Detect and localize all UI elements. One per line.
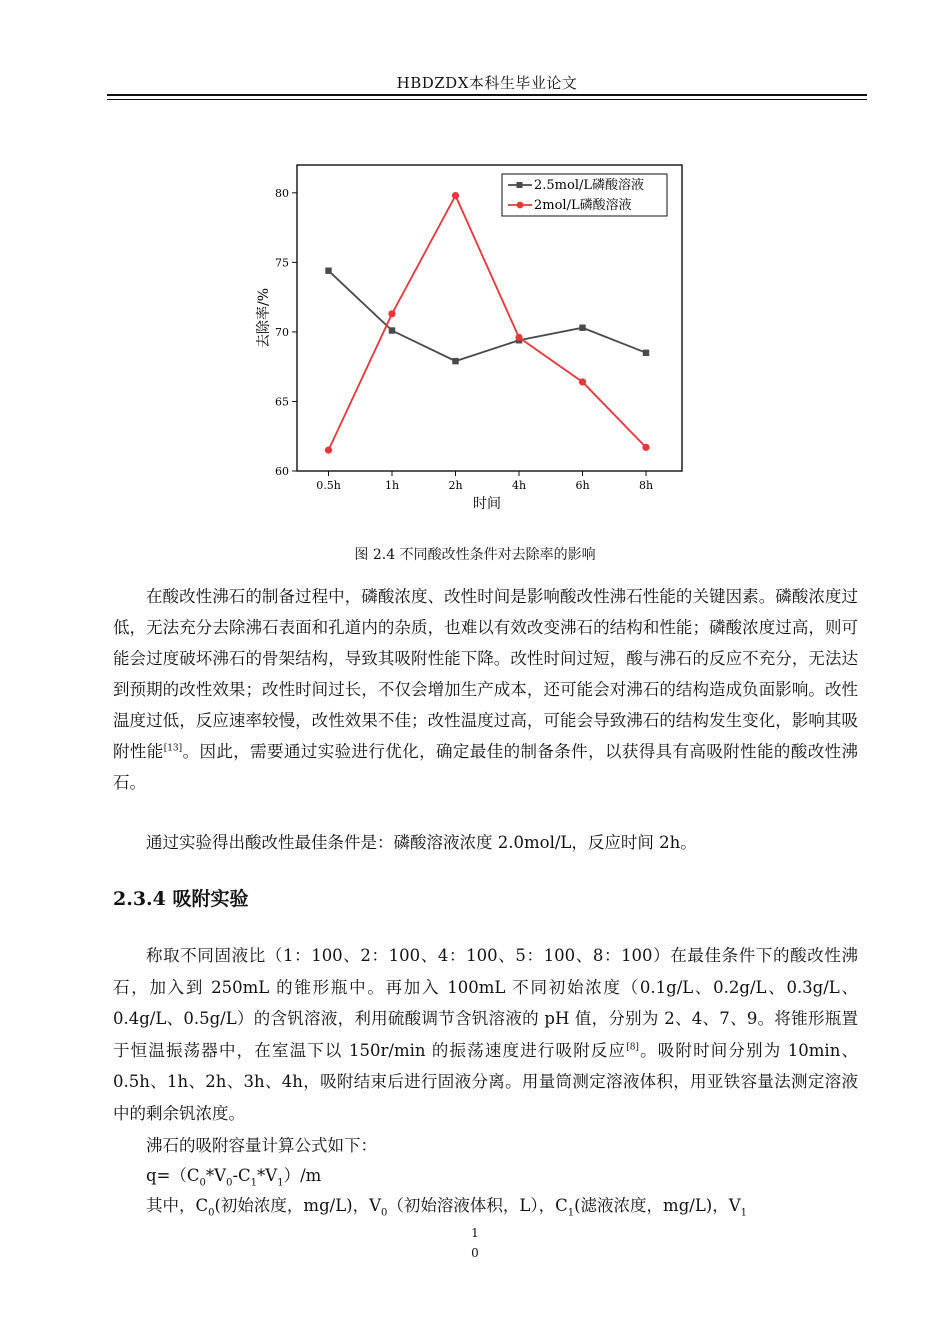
legend-label-series-2: 2mol/L磷酸溶液	[534, 198, 632, 213]
y-tick-label: 75	[275, 256, 289, 270]
x-axis-ticks	[316, 471, 653, 492]
x-tick-label: 2h	[448, 479, 463, 492]
y-tick-label: 65	[275, 395, 289, 409]
removal-rate-chart	[240, 150, 710, 520]
formula-explanation	[113, 1192, 858, 1219]
data-point-series-2	[579, 378, 586, 385]
explain-part: (滤液浓度，mg/L)，V	[574, 1196, 741, 1215]
data-point-series-2	[388, 310, 395, 317]
legend	[502, 174, 667, 216]
y-axis-label: 去除率/%	[256, 287, 272, 349]
figure-caption: 图 2.4 不同酸改性条件对去除率的影响	[354, 547, 596, 563]
formula-subscript: 1	[277, 1177, 284, 1189]
data-point-series-2	[642, 444, 649, 451]
paragraph-acid-modification	[113, 581, 858, 798]
adsorption-formula	[113, 1162, 858, 1189]
x-tick-label: 4h	[511, 479, 527, 492]
formula-part: *V	[205, 1166, 227, 1185]
y-axis-ticks	[275, 187, 297, 478]
page-header: HBDZDX本科生毕业论文	[396, 74, 578, 92]
paragraph-optimal-conditions: 通过实验得出酸改性最佳条件是：磷酸溶液浓度 2.0mol/L，反应时间 2h。	[146, 833, 697, 852]
data-point-series-1	[643, 350, 649, 356]
explain-subscript: 1	[567, 1207, 575, 1219]
formula-subscript: 0	[199, 1177, 206, 1189]
y-tick-label: 80	[275, 186, 289, 200]
formula-intro: 沸石的吸附容量计算公式如下：	[146, 1136, 377, 1155]
formula-subscript: 1	[250, 1177, 258, 1189]
data-point-series-1	[452, 358, 458, 364]
formula-part: q=（C	[146, 1166, 200, 1185]
formula-subscript: 0	[226, 1177, 233, 1189]
x-tick-label: 1h	[384, 479, 400, 492]
data-point-series-1	[325, 268, 331, 274]
citation-8: [8]	[626, 1042, 639, 1052]
x-tick-label: 0.5h	[316, 479, 341, 492]
series-layer	[325, 192, 650, 454]
paragraph-text: 。吸附时间分别为 10min、0.5h、1h、2h、3h、4h，吸附结束后进行固液分离。用量筒测定溶液体积，用亚铁容量法测定溶液中的剩余钒浓度。	[113, 1040, 859, 1123]
paragraph-adsorption-experiment	[113, 940, 858, 1129]
y-tick-label: 60	[275, 465, 289, 478]
legend-label-series-1: 2.5mol/L磷酸溶液	[534, 178, 644, 193]
y-tick-label: 70	[275, 325, 289, 339]
series-line-2	[329, 196, 647, 451]
paragraph-text: 称取不同固液比（1：100、2：100、4：100、5：100、8：100）在最佳条件下的酸改性沸石，加入到 250mL 的锥形瓶中。再加入 100mL 不同初始浓度（0.1g/L、0.2g/L、0.3g/L、0.4g/L、0.5g/L）的含钒溶液，利用硫酸调节含钒溶液的 pH 值，分别为 2、4、7、9。将锥形瓶置于恒温振荡器中，在室温下以 150r/min 的振荡速度进行吸附反应	[113, 946, 858, 1060]
section-heading: 2.3.4 吸附实验	[113, 888, 249, 910]
explain-subscript: 0	[381, 1207, 388, 1219]
paragraph-text: 在酸改性沸石的制备过程中，磷酸浓度、改性时间是影响酸改性沸石性能的关键因素。磷酸浓度过低，无法充分去除沸石表面和孔道内的杂质，也难以有效改变沸石的结构和性能；磷酸浓度过高，则可能会过度破坏沸石的骨架结构，导致其吸附性能下降。改性时间过短，酸与沸石的反应不充分，无法达到预期的改性效果；改性时间过长，不仅会增加生产成本，还可能会对沸石的结构造成负面影响。改性温度过低，反应速率较慢，改性效果不佳；改性温度过高，可能会导致沸石的结构发生变化，影响其吸附性能	[113, 587, 858, 761]
x-axis-label: 时间	[473, 496, 501, 512]
explain-part: (初始浓度，mg/L)，V	[214, 1196, 382, 1215]
data-point-series-1	[389, 327, 395, 333]
explain-subscript: 0	[208, 1207, 215, 1219]
header-rule-thick	[107, 94, 867, 96]
explain-part: （初始溶液体积，L），C	[387, 1196, 568, 1215]
x-tick-label: 8h	[638, 479, 654, 492]
data-point-series-2	[325, 447, 332, 454]
formula-part: *V	[257, 1166, 278, 1185]
formula-part: ）/m	[283, 1166, 322, 1185]
explain-subscript: 1	[740, 1207, 747, 1219]
explain-part: 其中，C	[146, 1196, 209, 1215]
citation-13: [13]	[163, 743, 183, 754]
paragraph-text: 。因此，需要通过实验进行优化，确定最佳的制备条件，以获得具有高吸附性能的酸改性沸石。	[113, 742, 859, 792]
data-point-series-2	[515, 334, 522, 341]
data-point-series-2	[452, 192, 459, 199]
page-number-line-1: 1	[471, 1226, 479, 1240]
page-number-line-2: 0	[471, 1246, 479, 1260]
legend-marker-series-1	[517, 182, 523, 188]
x-tick-label: 6h	[575, 479, 590, 492]
data-point-series-1	[579, 325, 585, 331]
legend-marker-series-2	[517, 202, 524, 209]
header-rule-thin	[107, 99, 867, 100]
formula-part: -C	[232, 1166, 251, 1185]
